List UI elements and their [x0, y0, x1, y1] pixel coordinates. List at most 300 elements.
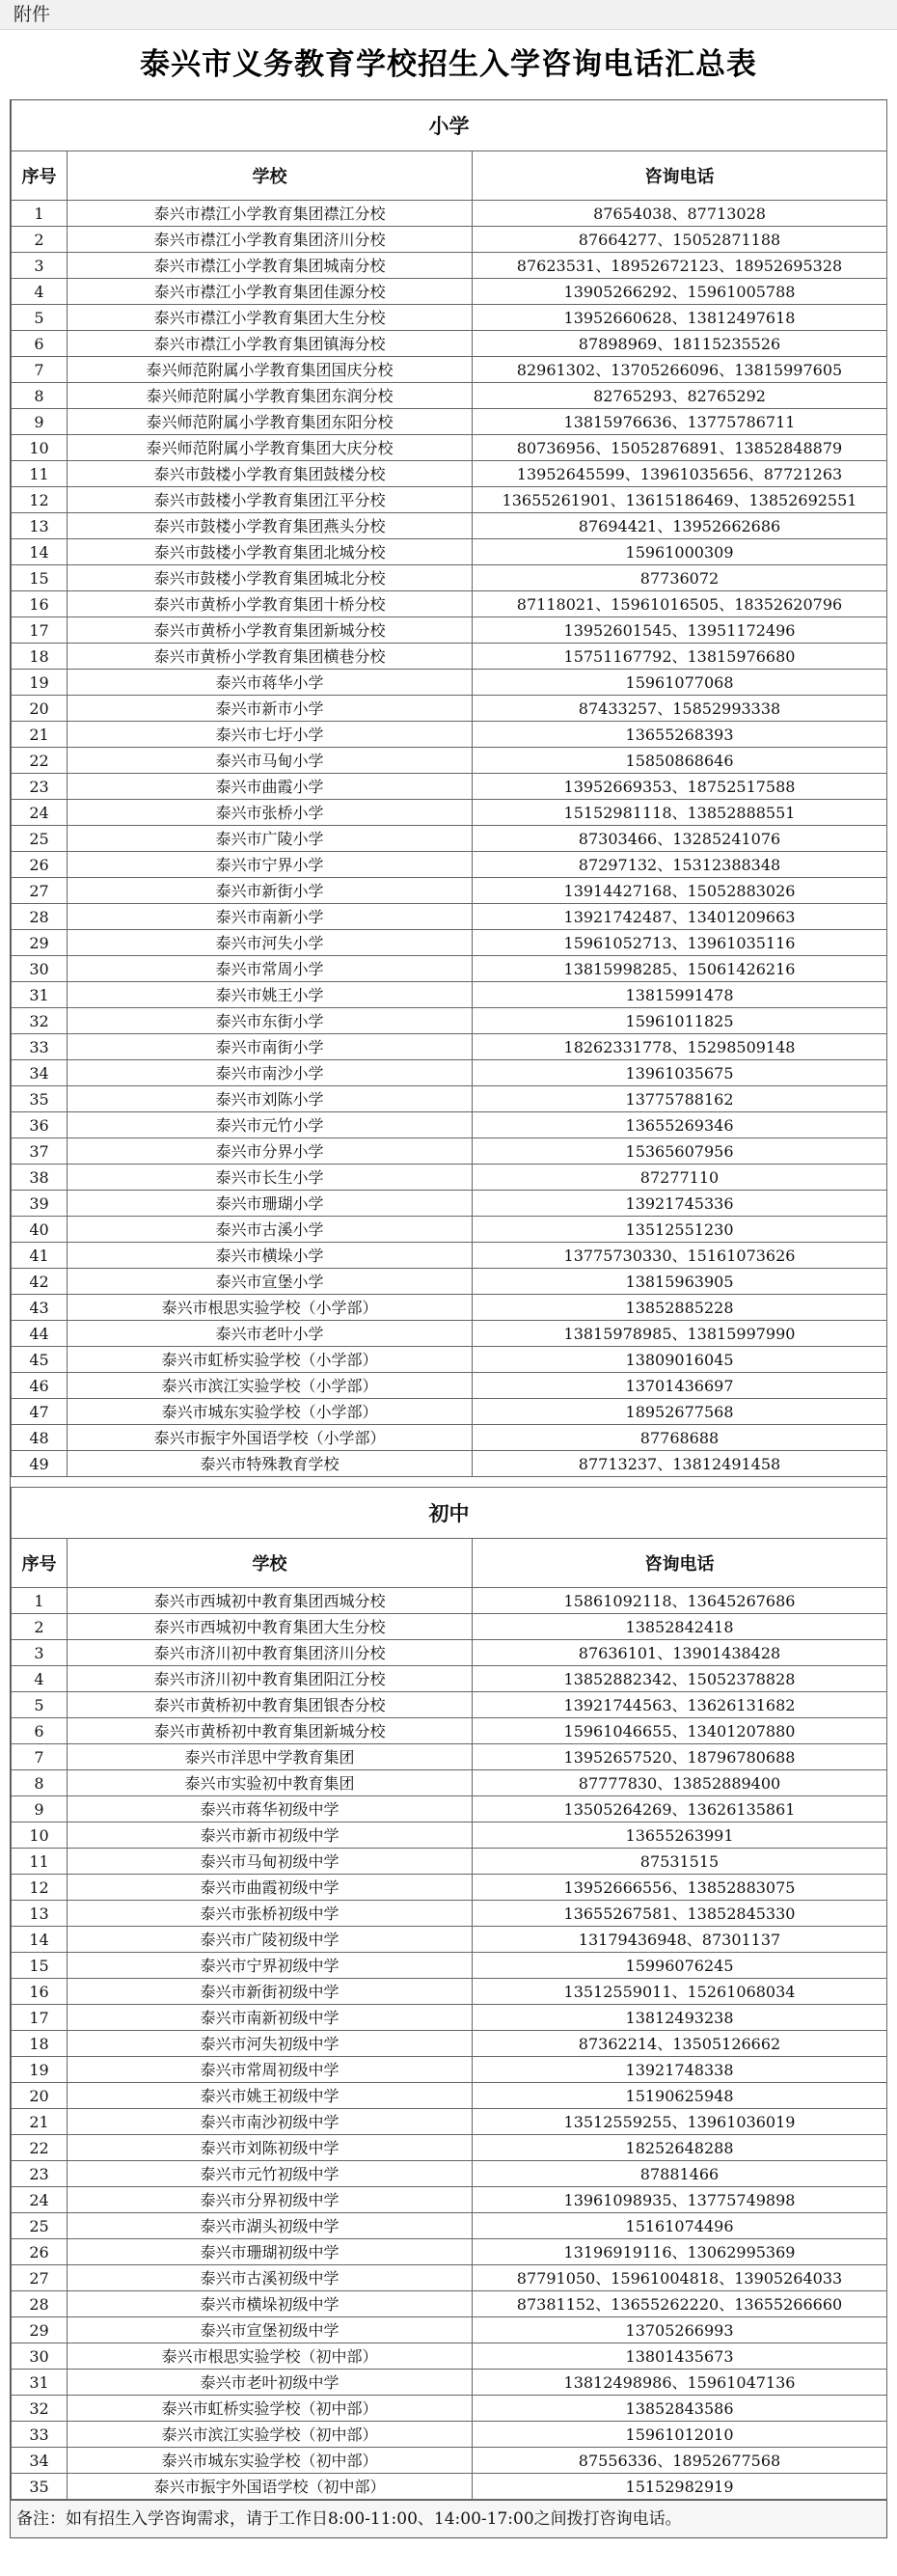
phone-numbers: 13512559011、15261068034 [473, 1979, 887, 2005]
school-name: 泰兴市曲霞初级中学 [68, 1875, 473, 1901]
table-row [12, 878, 887, 904]
table-row [12, 1953, 887, 1979]
phone-numbers: 13655263991 [473, 1822, 887, 1849]
row-number: 7 [12, 1744, 68, 1770]
school-name: 泰兴市城东实验学校（初中部） [68, 2448, 473, 2474]
row-number: 45 [12, 1347, 68, 1373]
table-row [12, 1112, 887, 1138]
row-number: 34 [12, 2448, 68, 2474]
phone-numbers: 87623531、18952672123、18952695328 [473, 253, 887, 279]
phone-numbers: 13655261901、13615186469、13852692551 [473, 487, 887, 513]
row-number: 26 [12, 852, 68, 878]
school-name: 泰兴市滨江实验学校（小学部） [68, 1373, 473, 1399]
school-name: 泰兴市古溪小学 [68, 1217, 473, 1243]
table-row [12, 253, 887, 279]
school-name: 泰兴市蒋华初级中学 [68, 1796, 473, 1822]
table-row [12, 591, 887, 617]
school-name: 泰兴市黄桥初中教育集团新城分校 [68, 1718, 473, 1744]
table-row [12, 1640, 887, 1666]
school-name: 泰兴市老叶小学 [68, 1321, 473, 1347]
phone-numbers: 13705266993 [473, 2317, 887, 2343]
phone-numbers: 15152981118、13852888551 [473, 800, 887, 826]
column-header-phone: 咨询电话 [473, 151, 887, 201]
table-row [12, 930, 887, 956]
table-row [12, 357, 887, 383]
column-header-row [12, 151, 887, 201]
row-number: 9 [12, 409, 68, 435]
phone-numbers: 18252648288 [473, 2135, 887, 2161]
school-name: 泰兴师范附属小学教育集团国庆分校 [68, 357, 473, 383]
table-row [12, 1295, 887, 1321]
school-name: 泰兴市湖头初级中学 [68, 2213, 473, 2239]
school-name: 泰兴市宣堡小学 [68, 1269, 473, 1295]
phone-numbers: 18262331778、15298509148 [473, 1034, 887, 1060]
school-name: 泰兴市南沙初级中学 [68, 2109, 473, 2135]
row-number: 14 [12, 539, 68, 565]
school-name: 泰兴市张桥小学 [68, 800, 473, 826]
school-name: 泰兴市襟江小学教育集团佳源分校 [68, 279, 473, 305]
table-row [12, 1138, 887, 1165]
column-header-school: 学校 [68, 151, 473, 201]
row-number: 30 [12, 956, 68, 982]
phone-directory-body [12, 100, 887, 2500]
phone-numbers: 13809016045 [473, 1347, 887, 1373]
school-name: 泰兴市虹桥实验学校（初中部） [68, 2396, 473, 2422]
table-row [12, 1060, 887, 1086]
school-name: 泰兴市新街小学 [68, 878, 473, 904]
school-name: 泰兴市洋思中学教育集团 [68, 1744, 473, 1770]
school-name: 泰兴市襟江小学教育集团城南分校 [68, 253, 473, 279]
column-header-row [12, 1539, 887, 1588]
school-name: 泰兴市滨江实验学校（初中部） [68, 2422, 473, 2448]
school-name: 泰兴市虹桥实验学校（小学部） [68, 1347, 473, 1373]
phone-numbers: 87694421、13952662686 [473, 513, 887, 539]
table-row [12, 1744, 887, 1770]
column-header-phone: 咨询电话 [473, 1539, 887, 1588]
school-name: 泰兴市振宇外国语学校（小学部） [68, 1425, 473, 1451]
phone-numbers: 87362214、13505126662 [473, 2031, 887, 2057]
table-row [12, 1718, 887, 1744]
table-row [12, 1451, 887, 1477]
phone-numbers: 13852885228 [473, 1295, 887, 1321]
school-name: 泰兴市黄桥小学教育集团十桥分校 [68, 591, 473, 617]
phone-numbers: 15152982919 [473, 2474, 887, 2500]
table-row [12, 2031, 887, 2057]
phone-numbers: 15161074496 [473, 2213, 887, 2239]
table-row [12, 2396, 887, 2422]
row-number: 34 [12, 1060, 68, 1086]
table-row [12, 748, 887, 774]
table-row [12, 2005, 887, 2031]
table-row [12, 2422, 887, 2448]
table-row [12, 2213, 887, 2239]
row-number: 1 [12, 201, 68, 227]
school-name: 泰兴市珊瑚初级中学 [68, 2239, 473, 2265]
phone-numbers: 13179436948、87301137 [473, 1927, 887, 1953]
row-number: 41 [12, 1243, 68, 1269]
table-row [12, 513, 887, 539]
phone-numbers: 87297132、15312388348 [473, 852, 887, 878]
school-name: 泰兴市姚王小学 [68, 982, 473, 1008]
school-name: 泰兴市鼓楼小学教育集团北城分校 [68, 539, 473, 565]
table-row [12, 722, 887, 748]
phone-numbers: 87881466 [473, 2161, 887, 2187]
phone-numbers: 13921745336 [473, 1191, 887, 1217]
table-row [12, 2083, 887, 2109]
row-number: 18 [12, 644, 68, 670]
row-number: 6 [12, 1718, 68, 1744]
row-number: 9 [12, 1796, 68, 1822]
phone-numbers: 15961077068 [473, 670, 887, 696]
section-header-row [12, 100, 887, 151]
phone-numbers: 13775788162 [473, 1086, 887, 1112]
table-row [12, 435, 887, 461]
table-row [12, 487, 887, 513]
table-row [12, 1165, 887, 1191]
phone-numbers: 13952666556、13852883075 [473, 1875, 887, 1901]
school-name: 泰兴市老叶初级中学 [68, 2370, 473, 2396]
school-name: 泰兴市鼓楼小学教育集团鼓楼分校 [68, 461, 473, 487]
school-name: 泰兴师范附属小学教育集团大庆分校 [68, 435, 473, 461]
row-number: 39 [12, 1191, 68, 1217]
row-number: 21 [12, 2109, 68, 2135]
phone-numbers: 15850868646 [473, 748, 887, 774]
phone-numbers: 13914427168、15052883026 [473, 878, 887, 904]
phone-numbers: 13852843586 [473, 2396, 887, 2422]
table-row [12, 1901, 887, 1927]
school-name: 泰兴市实验初中教育集团 [68, 1770, 473, 1796]
row-number: 28 [12, 904, 68, 930]
school-name: 泰兴市黄桥小学教育集团横巷分校 [68, 644, 473, 670]
school-name: 泰兴市七圩小学 [68, 722, 473, 748]
phone-numbers: 15365607956 [473, 1138, 887, 1165]
row-number: 22 [12, 2135, 68, 2161]
school-name: 泰兴市南沙小学 [68, 1060, 473, 1086]
phone-numbers: 15961000309 [473, 539, 887, 565]
phone-directory-sheet [10, 99, 887, 2500]
phone-numbers: 13505264269、13626135861 [473, 1796, 887, 1822]
school-name: 泰兴市张桥初级中学 [68, 1901, 473, 1927]
row-number: 4 [12, 1666, 68, 1692]
table-row [12, 1614, 887, 1640]
table-row [12, 1979, 887, 2005]
school-name: 泰兴市元竹小学 [68, 1112, 473, 1138]
row-number: 24 [12, 2187, 68, 2213]
phone-numbers: 15190625948 [473, 2083, 887, 2109]
school-name: 泰兴市鼓楼小学教育集团江平分校 [68, 487, 473, 513]
row-number: 15 [12, 565, 68, 591]
table-row [12, 617, 887, 644]
row-number: 26 [12, 2239, 68, 2265]
school-name: 泰兴市蒋华小学 [68, 670, 473, 696]
column-header-no: 序号 [12, 1539, 68, 1588]
table-row [12, 1373, 887, 1399]
phone-numbers: 87736072 [473, 565, 887, 591]
table-row [12, 2161, 887, 2187]
table-row [12, 539, 887, 565]
row-number: 15 [12, 1953, 68, 1979]
table-row [12, 1243, 887, 1269]
phone-numbers: 87531515 [473, 1849, 887, 1875]
school-name: 泰兴市古溪初级中学 [68, 2265, 473, 2291]
phone-numbers: 87381152、13655262220、13655266660 [473, 2291, 887, 2317]
footnote: 备注：如有招生入学咨询需求，请于工作日8:00-11:00、14:00-17:00之间拨打咨询电话。 [10, 2500, 887, 2538]
phone-numbers: 15751167792、13815976680 [473, 644, 887, 670]
spacer-cell [12, 1477, 887, 1488]
section-header-row [12, 1488, 887, 1539]
phone-numbers: 15961052713、13961035116 [473, 930, 887, 956]
document-title: 泰兴市义务教育学校招生入学咨询电话汇总表 [140, 47, 757, 82]
school-name: 泰兴市根思实验学校（初中部） [68, 2343, 473, 2370]
school-name: 泰兴市河失小学 [68, 930, 473, 956]
phone-directory-table [11, 100, 887, 2500]
phone-numbers: 13815978985、13815997990 [473, 1321, 887, 1347]
phone-numbers: 82961302、13705266096、13815997605 [473, 357, 887, 383]
school-name: 泰兴市南街小学 [68, 1034, 473, 1060]
row-number: 17 [12, 2005, 68, 2031]
school-name: 泰兴市广陵小学 [68, 826, 473, 852]
table-row [12, 2135, 887, 2161]
row-number: 11 [12, 461, 68, 487]
school-name: 泰兴市河失初级中学 [68, 2031, 473, 2057]
phone-numbers: 87791050、15961004818、13905264033 [473, 2265, 887, 2291]
phone-numbers: 13655268393 [473, 722, 887, 748]
phone-numbers: 87768688 [473, 1425, 887, 1451]
phone-numbers: 82765293、82765292 [473, 383, 887, 409]
school-name: 泰兴市常周初级中学 [68, 2057, 473, 2083]
phone-numbers: 13961035675 [473, 1060, 887, 1086]
phone-numbers: 15961011825 [473, 1008, 887, 1034]
attachment-label: 附件 [0, 0, 897, 30]
column-header-no: 序号 [12, 151, 68, 201]
school-name: 泰兴市南新初级中学 [68, 2005, 473, 2031]
table-row [12, 774, 887, 800]
row-number: 21 [12, 722, 68, 748]
row-number: 42 [12, 1269, 68, 1295]
row-number: 37 [12, 1138, 68, 1165]
table-row [12, 2109, 887, 2135]
row-number: 24 [12, 800, 68, 826]
phone-numbers: 87898969、18115235526 [473, 331, 887, 357]
table-row [12, 279, 887, 305]
school-name: 泰兴市黄桥初中教育集团银杏分校 [68, 1692, 473, 1718]
table-row [12, 1321, 887, 1347]
phone-numbers: 13512551230 [473, 1217, 887, 1243]
phone-numbers: 87636101、13901438428 [473, 1640, 887, 1666]
section-title: 初中 [12, 1488, 887, 1539]
phone-numbers: 87777830、13852889400 [473, 1770, 887, 1796]
phone-numbers: 13852842418 [473, 1614, 887, 1640]
section-title: 小学 [12, 100, 887, 151]
table-row [12, 2187, 887, 2213]
table-row [12, 2239, 887, 2265]
school-name: 泰兴市广陵初级中学 [68, 1927, 473, 1953]
phone-numbers: 13815963905 [473, 1269, 887, 1295]
row-number: 20 [12, 2083, 68, 2109]
phone-numbers: 13961098935、13775749898 [473, 2187, 887, 2213]
row-number: 22 [12, 748, 68, 774]
school-name: 泰兴市珊瑚小学 [68, 1191, 473, 1217]
table-row [12, 2448, 887, 2474]
row-number: 5 [12, 1692, 68, 1718]
row-number: 14 [12, 1927, 68, 1953]
row-number: 25 [12, 826, 68, 852]
row-number: 46 [12, 1373, 68, 1399]
school-name: 泰兴师范附属小学教育集团东润分校 [68, 383, 473, 409]
row-number: 31 [12, 982, 68, 1008]
school-name: 泰兴市马甸小学 [68, 748, 473, 774]
phone-numbers: 87556336、18952677568 [473, 2448, 887, 2474]
phone-numbers: 13952645599、13961035656、87721263 [473, 461, 887, 487]
phone-numbers: 15996076245 [473, 1953, 887, 1979]
row-number: 7 [12, 357, 68, 383]
table-row [12, 1217, 887, 1243]
row-number: 27 [12, 2265, 68, 2291]
table-row [12, 2291, 887, 2317]
school-name: 泰兴市马甸初级中学 [68, 1849, 473, 1875]
row-number: 38 [12, 1165, 68, 1191]
table-row [12, 1927, 887, 1953]
row-number: 44 [12, 1321, 68, 1347]
phone-numbers: 13952601545、13951172496 [473, 617, 887, 644]
row-number: 13 [12, 513, 68, 539]
table-row [12, 852, 887, 878]
table-row [12, 982, 887, 1008]
table-row [12, 696, 887, 722]
phone-numbers: 13952660628、13812497618 [473, 305, 887, 331]
school-name: 泰兴市宁界初级中学 [68, 1953, 473, 1979]
row-number: 16 [12, 1979, 68, 2005]
row-number: 4 [12, 279, 68, 305]
table-row [12, 461, 887, 487]
school-name: 泰兴市鼓楼小学教育集团城北分校 [68, 565, 473, 591]
row-number: 19 [12, 2057, 68, 2083]
school-name: 泰兴市济川初中教育集团济川分校 [68, 1640, 473, 1666]
row-number: 6 [12, 331, 68, 357]
row-number: 16 [12, 591, 68, 617]
phone-numbers: 13815998285、15061426216 [473, 956, 887, 982]
phone-numbers: 13812498986、15961047136 [473, 2370, 887, 2396]
table-row [12, 670, 887, 696]
row-number: 33 [12, 2422, 68, 2448]
row-number: 29 [12, 2317, 68, 2343]
phone-numbers: 87713237、13812491458 [473, 1451, 887, 1477]
school-name: 泰兴市襟江小学教育集团济川分校 [68, 227, 473, 253]
phone-numbers: 13921742487、13401209663 [473, 904, 887, 930]
row-number: 31 [12, 2370, 68, 2396]
phone-numbers: 13801435673 [473, 2343, 887, 2370]
row-number: 11 [12, 1849, 68, 1875]
table-row [12, 1425, 887, 1451]
row-number: 5 [12, 305, 68, 331]
row-number: 3 [12, 253, 68, 279]
school-name: 泰兴市襟江小学教育集团镇海分校 [68, 331, 473, 357]
row-number: 10 [12, 1822, 68, 1849]
table-row [12, 1086, 887, 1112]
row-number: 1 [12, 1588, 68, 1614]
table-row [12, 1191, 887, 1217]
row-number: 23 [12, 2161, 68, 2187]
school-name: 泰兴市宁界小学 [68, 852, 473, 878]
school-name: 泰兴市长生小学 [68, 1165, 473, 1191]
table-row [12, 1347, 887, 1373]
phone-numbers: 13775730330、15161073626 [473, 1243, 887, 1269]
table-row [12, 227, 887, 253]
table-row [12, 305, 887, 331]
school-name: 泰兴市宣堡初级中学 [68, 2317, 473, 2343]
table-row [12, 1822, 887, 1849]
table-row [12, 800, 887, 826]
table-row [12, 1399, 887, 1425]
row-number: 47 [12, 1399, 68, 1425]
table-row [12, 2317, 887, 2343]
phone-numbers: 13512559255、13961036019 [473, 2109, 887, 2135]
table-row [12, 2370, 887, 2396]
phone-numbers: 15861092118、13645267686 [473, 1588, 887, 1614]
row-number: 25 [12, 2213, 68, 2239]
school-name: 泰兴市襟江小学教育集团大生分校 [68, 305, 473, 331]
phone-numbers: 13701436697 [473, 1373, 887, 1399]
school-name: 泰兴市特殊教育学校 [68, 1451, 473, 1477]
table-row [12, 1269, 887, 1295]
phone-numbers: 13952669353、18752517588 [473, 774, 887, 800]
row-number: 33 [12, 1034, 68, 1060]
row-number: 8 [12, 383, 68, 409]
row-number: 49 [12, 1451, 68, 1477]
table-row [12, 2343, 887, 2370]
table-row [12, 2057, 887, 2083]
row-number: 36 [12, 1112, 68, 1138]
school-name: 泰兴市黄桥小学教育集团新城分校 [68, 617, 473, 644]
row-number: 3 [12, 1640, 68, 1666]
row-number: 12 [12, 1875, 68, 1901]
phone-numbers: 87664277、15052871188 [473, 227, 887, 253]
school-name: 泰兴市横垛初级中学 [68, 2291, 473, 2317]
row-number: 48 [12, 1425, 68, 1451]
school-name: 泰兴市西城初中教育集团西城分校 [68, 1588, 473, 1614]
phone-numbers: 13852882342、15052378828 [473, 1666, 887, 1692]
phone-numbers: 15961046655、13401207880 [473, 1718, 887, 1744]
row-number: 12 [12, 487, 68, 513]
phone-numbers: 13196919116、13062995369 [473, 2239, 887, 2265]
phone-numbers: 13905266292、15961005788 [473, 279, 887, 305]
phone-numbers: 13655269346 [473, 1112, 887, 1138]
row-number: 27 [12, 878, 68, 904]
school-name: 泰兴市新市小学 [68, 696, 473, 722]
school-name: 泰兴市元竹初级中学 [68, 2161, 473, 2187]
table-row [12, 201, 887, 227]
table-row [12, 904, 887, 930]
row-number: 18 [12, 2031, 68, 2057]
table-row [12, 956, 887, 982]
row-number: 30 [12, 2343, 68, 2370]
row-number: 19 [12, 670, 68, 696]
row-number: 43 [12, 1295, 68, 1321]
phone-numbers: 87277110 [473, 1165, 887, 1191]
school-name: 泰兴市城东实验学校（小学部） [68, 1399, 473, 1425]
phone-numbers: 13952657520、18796780688 [473, 1744, 887, 1770]
school-name: 泰兴市新街初级中学 [68, 1979, 473, 2005]
row-number: 40 [12, 1217, 68, 1243]
phone-numbers: 87654038、87713028 [473, 201, 887, 227]
phone-numbers: 80736956、15052876891、13852848879 [473, 435, 887, 461]
school-name: 泰兴市西城初中教育集团大生分校 [68, 1614, 473, 1640]
table-row [12, 331, 887, 357]
school-name: 泰兴市分界初级中学 [68, 2187, 473, 2213]
row-number: 35 [12, 2474, 68, 2500]
table-row [12, 383, 887, 409]
column-header-school: 学校 [68, 1539, 473, 1588]
